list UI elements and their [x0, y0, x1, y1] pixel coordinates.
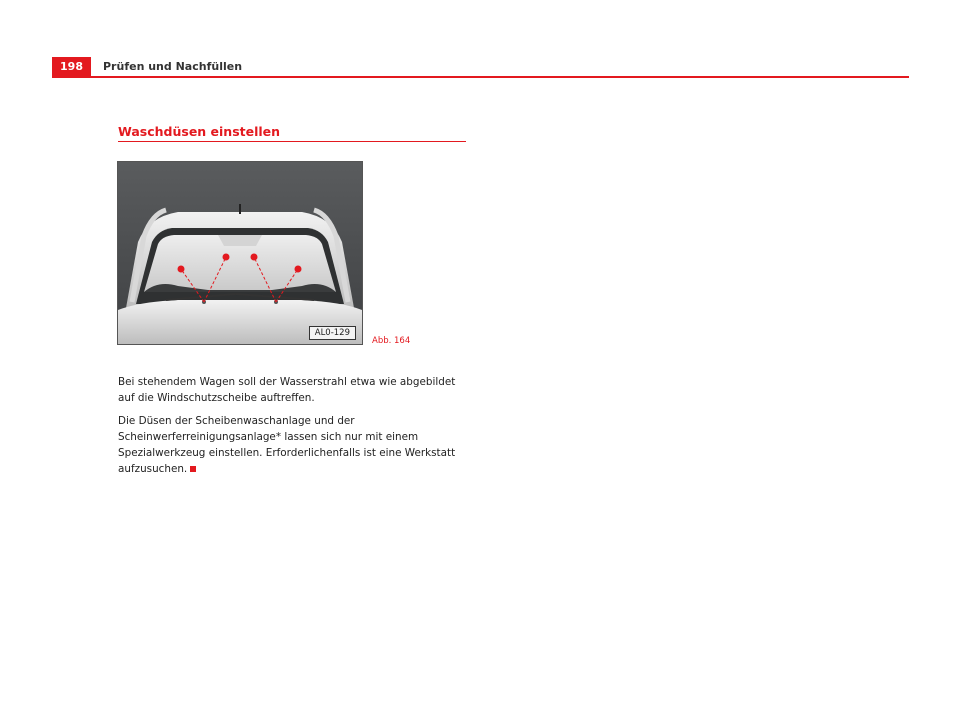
- paragraph-2: [118, 413, 468, 477]
- section-rule: [118, 141, 466, 142]
- header-rule: [52, 76, 909, 78]
- figure-caption: Abb. 164: [372, 336, 411, 346]
- figure-code: AL0-129: [309, 326, 356, 340]
- header-title: Prüfen und Nachfüllen: [103, 60, 243, 73]
- paragraph-1: Bei stehendem Wagen soll der Wasserstrahl etwa wie abgebildet auf die Windschutzscheibe auftreffen.: [118, 376, 456, 404]
- paragraph-2-text: Die Düsen der Scheibenwaschanlage und der Scheinwerferreinigungsanlage* lassen sich nur mit einem Spezialwerkzeug einstellen. Erforderlichenfalls ist eine Werkstatt aufzusuchen.: [118, 415, 456, 475]
- windshield-washer-figure: [117, 161, 363, 345]
- page-header: [52, 57, 909, 77]
- body-text: [118, 374, 468, 484]
- section-title: Waschdüsen einstellen: [118, 124, 281, 139]
- car-windshield-illustration: [118, 162, 362, 344]
- end-mark-icon: [190, 466, 196, 472]
- page-number: 198: [52, 57, 91, 76]
